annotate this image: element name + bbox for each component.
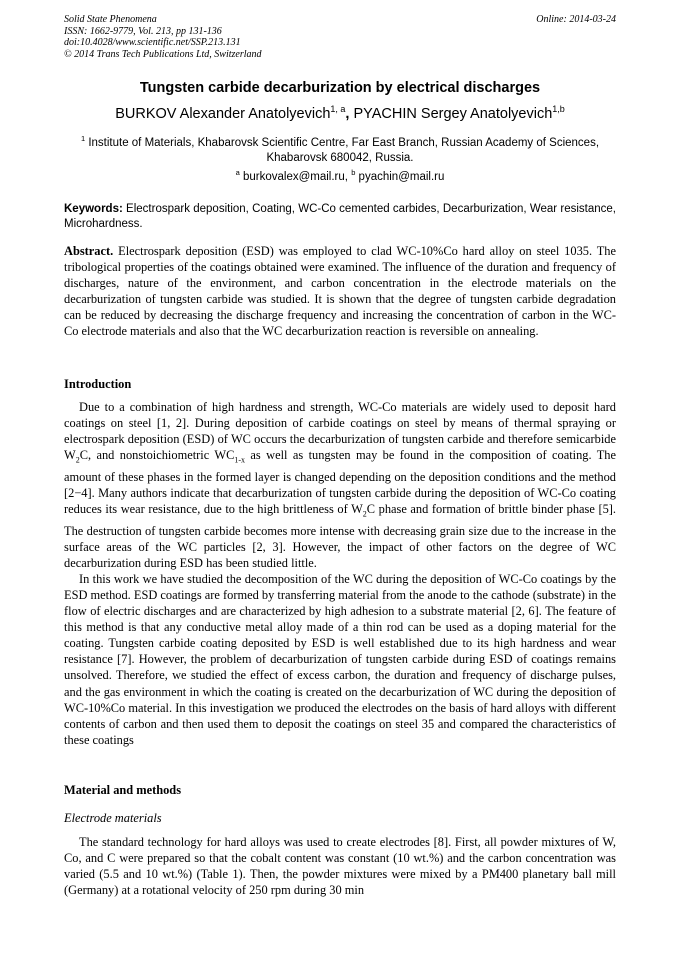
author-separator: , — [345, 105, 350, 122]
abstract — [64, 243, 616, 340]
journal-name: Solid State Phenomena — [64, 14, 157, 25]
affiliation-mark: 1 — [80, 134, 86, 143]
paper-title: Tungsten carbide decarburization by electrical discharges — [139, 80, 541, 96]
intro-paragraph-2: In this work we have studied the decomposition of the WC during the deposition of WC-Co coatings by the ESD method. ESD coatings are formed by transferring material from the anode to the cathode (substrate) in the flow of electric discharges and are characterized by high adhesion to a substrate material [2, 6]. The feature of this method is that any conductive metal alloy made of a thin rod can be used as a doping material for the coating. Tungsten carbide coating deposited by ESD is well established due to its high hardness and wear resistance [7]. However, the problem of decarburization of tungsten carbide during ESD of coatings remains unsolved. Therefore, we studied the effect of excess carbon, the duration and frequency of discharge pulses, and the gas environment in which the coating is created on the decarburization of WC during the deposition of WC-10%Co material. In this investigation we produced the electrodes on the basis of hard alloys with different contents of carbon and then used them to deposit the coatings on steel 35 and compared the characteristics of these coatings — [64, 571, 616, 747]
author-emails — [40, 168, 640, 183]
journal-issn: ISSN: 1662-9779, Vol. 213, pp 131-136 — [64, 25, 222, 37]
email-a: burkovalex@mail.ru, — [239, 170, 352, 183]
keywords — [64, 202, 616, 232]
author-2-affiliation-mark: 1,b — [552, 104, 565, 114]
intro-p1-subscript-2: 1-x — [234, 455, 246, 465]
abstract-text: Electrospark deposition (ESD) was employed to clad WC-10%Co hard alloy on steel 1035. The tribological properties of the coatings obtained were examined. The influence of the duration and frequency of discharges, nature of the environment, and carbon concentration in the electrode materials on the decarburization of tungsten carbide was studied. It is shown that the degree of tungsten carbide degradation can be reduced by decreasing the discharge frequency and increasing the concentration of carbon in the WC-Co electrode materials and also that the WC decarburization reaction is reversible on annealing. — [64, 244, 616, 339]
intro-p1-subscript-1: 2 — [75, 455, 80, 465]
keywords-text: Electrospark deposition, Coating, WC-Co cemented carbides, Decarburization, Wear resistance, Microhardness. — [64, 203, 616, 230]
electrode-paragraph-1: The standard technology for hard alloys was used to create electrodes [8]. First, all powder mixtures of W, Co, and C were prepared so that the cobalt content was constant (10 wt.%) and the carbon concentration was varied (5.5 and 10 wt.%) (Table 1). Then, the powder mixtures were mixed by a PM400 planetary ball mill (Germany) at a rotational velocity of 250 rpm during 30 min — [64, 835, 616, 898]
introduction-body — [64, 399, 616, 748]
email-b: pyachin@mail.ru — [355, 170, 445, 183]
journal-header — [64, 14, 616, 60]
intro-p1-part-c: as well as tungsten may be found in the composition of coating. The amount of these phases in the formed layer is changed depending on the deposition conditions and the method [2−4]. Many authors indicate that decarburization of tungsten carbide during the deposition of WC-Co coating reduces its wear resistance, due to the high brittleness of W — [64, 448, 616, 517]
keywords-label: Keywords: — [64, 203, 123, 215]
author-list — [40, 104, 640, 122]
introduction-heading: Introduction — [64, 377, 132, 391]
electrode-materials-subheading: Electrode materials — [64, 811, 162, 825]
email-mark-a: a — [235, 168, 240, 177]
online-date: Online: 2014-03-24 — [536, 14, 616, 25]
materials-heading: Material and methods — [64, 783, 182, 797]
electrode-materials-body — [64, 834, 616, 898]
journal-doi: doi:10.4028/www.scientific.net/SSP.213.131 — [64, 37, 241, 48]
email-mark-b: b — [351, 168, 356, 177]
intro-paragraph-1 — [64, 399, 616, 571]
abstract-label: Abstract. — [64, 244, 114, 258]
affiliation-text: Institute of Materials, Khabarovsk Scientific Centre, Far East Branch, Russian Academy of Sciences, Khabarovsk 680042, Russia. — [85, 136, 600, 164]
author-1-affiliation-mark: 1, a — [330, 104, 346, 114]
affiliation — [70, 131, 610, 166]
intro-p1-subscript-3: 2 — [362, 509, 367, 519]
author-2: PYACHIN Sergey Anatolyevich — [349, 105, 553, 122]
author-1: BURKOV Alexander Anatolyevich — [115, 105, 331, 122]
journal-copyright: © 2014 Trans Tech Publications Ltd, Switzerland — [64, 48, 262, 60]
intro-p1-part-b: C, and nonstoichiometric WC — [79, 448, 235, 463]
intro-p1-part-d: C phase and formation of brittle binder phase [5]. The destruction of tungsten carbide becomes more intense with decreasing grain size due to the increase in the surface areas of the WC particles [2, 3]. However, the impact of other factors on the degree of WC decarburization during ESD has been studied little. — [64, 502, 616, 570]
intro-p1-part-a: Due to a combination of high hardness and strength, WC-Co materials are widely used to deposit hard coatings on steel [1, 2]. During deposition of carbide coatings on steel by means of thermal spraying or electrospark deposition (ESD) of WC occurs the decarburization of tungsten carbide and therefore semicarbide W — [64, 400, 616, 463]
